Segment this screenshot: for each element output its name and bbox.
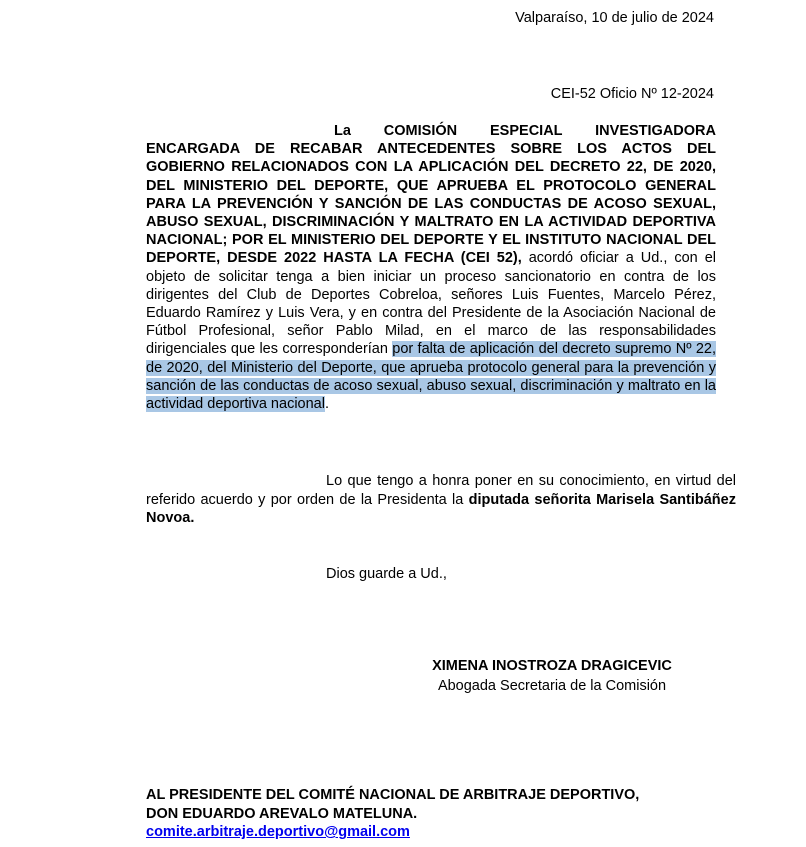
request-text: acordó oficiar a Ud., con el objeto de solicitar tenga a bien iniciar un proceso sancionatorio en contra de los dirigentes del Club de Deportes Cobreloa, señores Luis Fuentes, Marcelo Pérez, Eduardo Ramírez y Luis Vera, y en contra del Presidente de la Asociación Nacional de Fútbol Profesional, señor Pablo Milad, en el marco de las responsabilidades dirigenciales que les corresponderían [146,250,716,358]
paragraph-end: . [324,396,329,413]
letter-date: Valparaíso, 10 de julio de 2024 [515,10,714,26]
commission-name: La COMISIÓN ESPECIAL INVESTIGADORA ENCARGADA DE RECABAR ANTECEDENTES SOBRE LOS ACTOS DEL GOBIERNO RELACIONADOS CON LA APLICACIÓN DEL DECRETO 22, DE 2020, DEL MINISTERIO DEL DEPORTE, QUE APRUEBA EL PROTOCOLO GENERAL PARA LA PREVENCIÓN Y SANCIÓN DE LAS CONDUCTAS DE ACOSO SEXUAL, ABUSO SEXUAL, DISCRIMINACIÓN Y MALTRATO EN LA ACTIVIDAD DEPORTIVA NACIONAL; POR EL MINISTERIO DEL DEPORTE Y EL INSTITUTO NACIONAL DEL DEPORTE, DESDE 2022 HASTA LA FECHA (CEI 52), [146,123,716,267]
signature-block [368,656,736,696]
addressee-line-2: DON EDUARDO AREVALO MATELUNA. [146,805,418,822]
deputy-name: diputada señorita Marisela Santibáñez Novoa. [146,491,736,527]
highlighted-selection[interactable]: por falta de aplicación del decreto supremo Nº 22, de 2020, del Ministerio del Deporte, que aprueba protocolo general para la prevención y sanción de las conductas de acoso sexual, abuso sexual, discriminación y maltrato en la actividad deportiva nacional [146,341,716,413]
second-paragraph [146,472,736,528]
closing-text: Lo que tengo a honra poner en su conocimiento, en virtud del referido acuerdo y por orden de la Presidenta la [146,473,736,508]
addressee-block [146,786,639,842]
addressee-line-1: AL PRESIDENTE DEL COMITÉ NACIONAL DE ARBITRAJE DEPORTIVO, [146,787,640,803]
signatory-name: XIMENA INOSTROZA DRAGICEVIC [432,658,672,674]
signatory-title: Abogada Secretaria de la Comisión [437,678,667,694]
document-reference: CEI-52 Oficio Nº 12-2024 [550,86,714,102]
main-paragraph [146,122,716,413]
greeting: Dios guarde a Ud., [326,566,447,582]
email-link[interactable]: comite.arbitraje.deportivo@gmail.com [146,824,410,840]
